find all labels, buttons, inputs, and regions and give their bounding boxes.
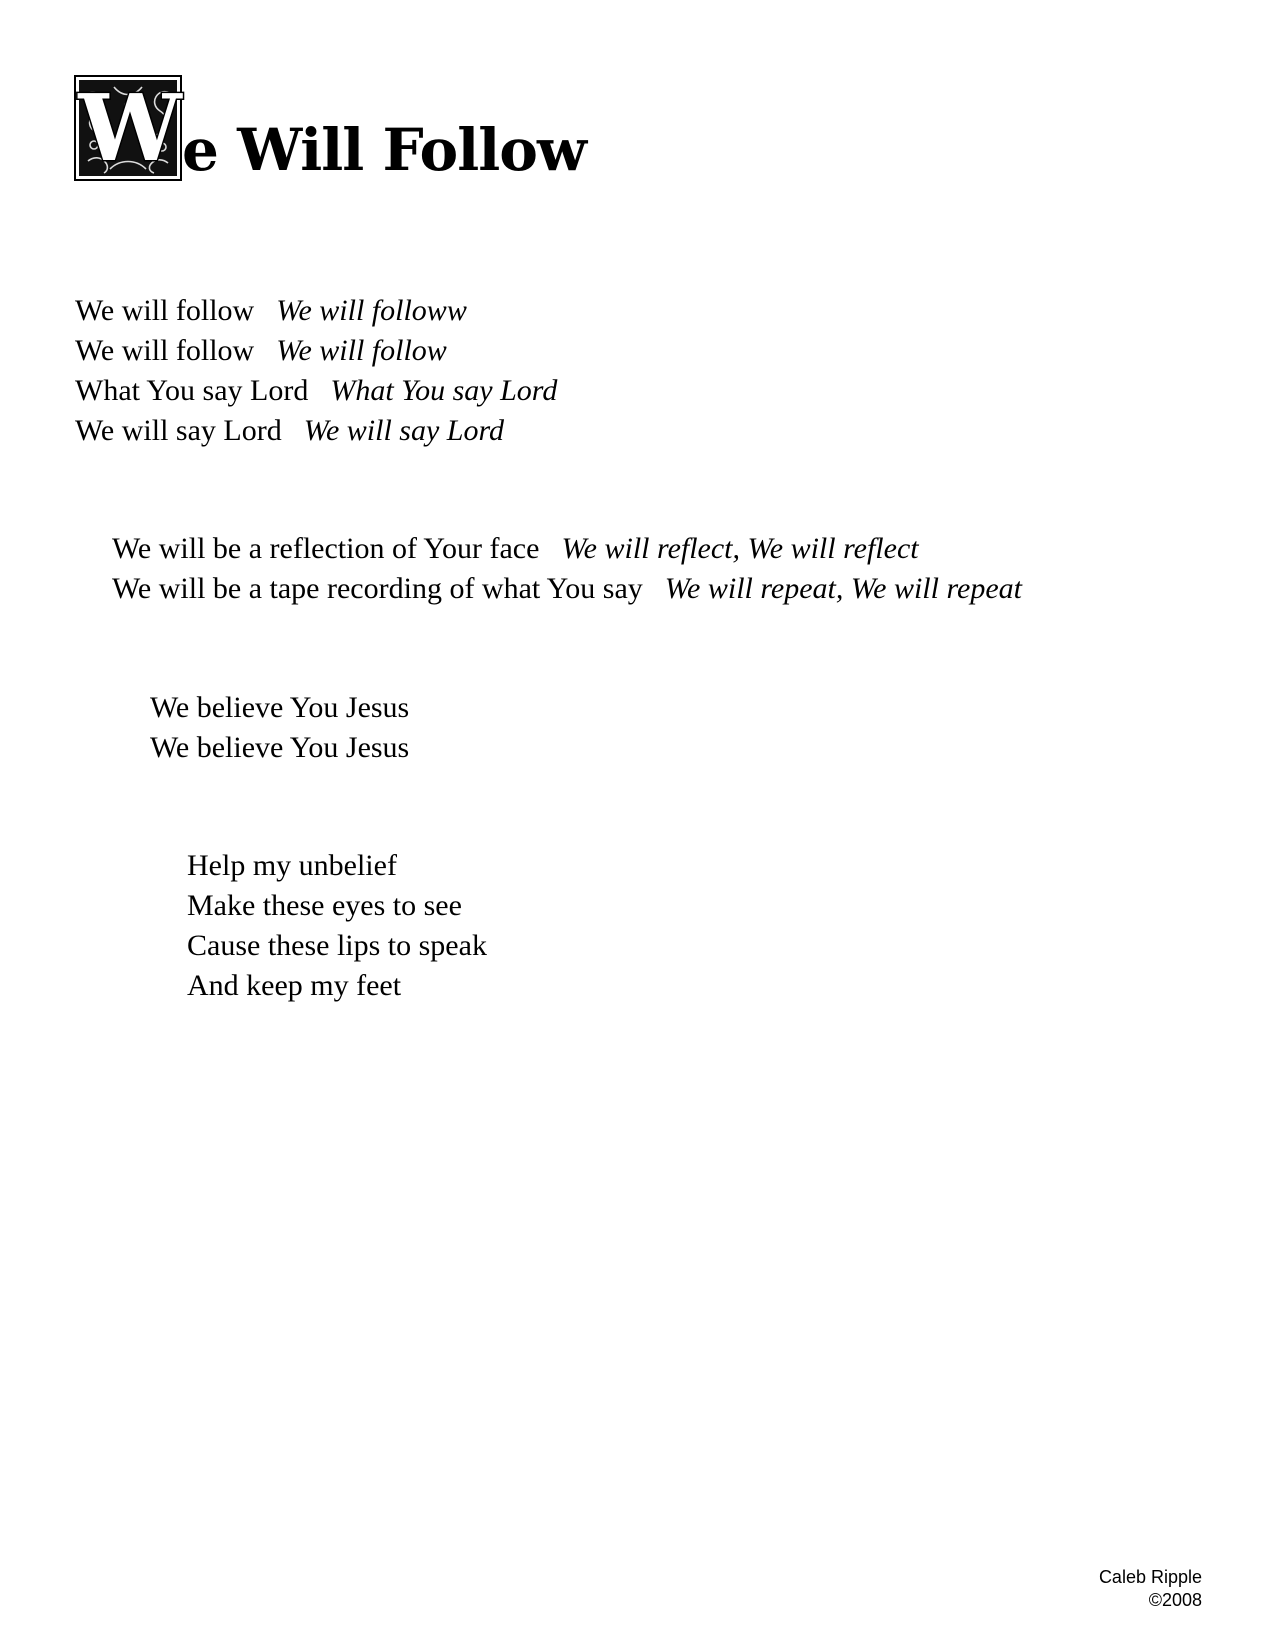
lyric-line: Make these eyes to see	[187, 889, 462, 922]
lyric-response: We will repeat, We will repeat	[664, 572, 1022, 605]
lyric-call: We will be a reflection of Your face	[112, 532, 540, 565]
drop-cap-letter: W	[78, 74, 178, 182]
lyric-line: We believe You Jesus	[150, 731, 410, 764]
lyric-line: And keep my feet	[187, 969, 402, 1002]
lyric-call: We will follow	[75, 294, 255, 327]
lyric-line: Cause these lips to speak	[187, 929, 487, 962]
stanza-4	[187, 846, 487, 1006]
ornamental-drop-cap	[74, 75, 182, 181]
song-title	[74, 74, 586, 184]
lyric-line	[75, 291, 557, 331]
author-name: Caleb Ripple	[1098, 1567, 1202, 1587]
copyright-year: ©2008	[1148, 1590, 1202, 1610]
title-text: e Will Follow	[182, 116, 586, 184]
lyric-response: We will say Lord	[303, 414, 505, 447]
lyric-response: We will followw	[276, 294, 467, 327]
lyric-line	[75, 331, 557, 371]
lyric-call: We will follow	[75, 334, 255, 367]
lyric-line	[112, 569, 1022, 609]
lyric-call: We will say Lord	[75, 414, 282, 447]
lyric-line: Help my unbelief	[187, 849, 397, 882]
stanza-1	[75, 291, 557, 451]
stanza-2	[112, 529, 1022, 609]
lyric-call: We will be a tape recording of what You say	[112, 572, 643, 605]
author-credit	[1099, 1566, 1202, 1612]
lyric-line	[112, 529, 1022, 569]
lyric-line	[75, 411, 557, 451]
lyric-response: We will follow	[276, 334, 447, 367]
lyric-response: What You say Lord	[330, 374, 558, 407]
lyric-call: What You say Lord	[75, 374, 309, 407]
stanza-3	[150, 688, 409, 768]
lyric-response: We will reflect, We will reflect	[561, 532, 919, 565]
lyric-line	[75, 371, 557, 411]
lyric-line: We believe You Jesus	[150, 691, 410, 724]
